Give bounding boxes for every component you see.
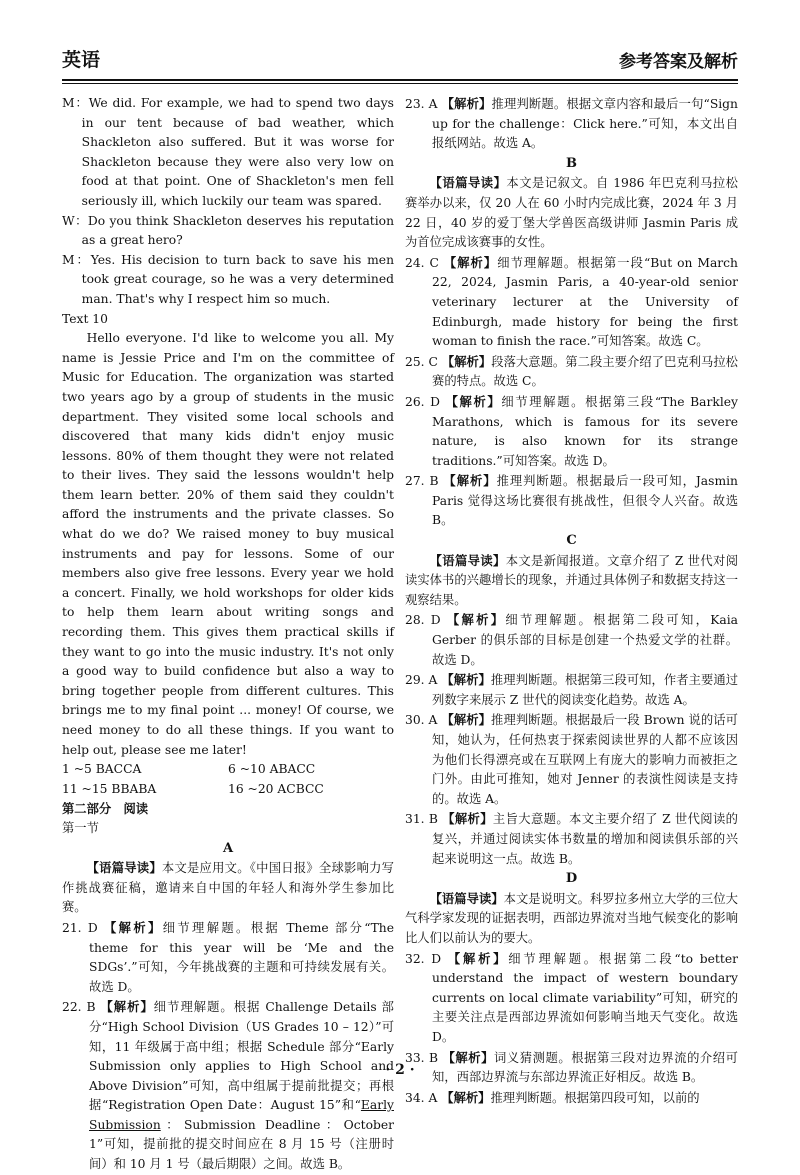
passage-guide: [405, 889, 738, 949]
left-column: [62, 94, 394, 1175]
explanation-text: 推理判断题。根据最后一段 Brown 说的话可知，她认为，任何热衷于探索阅读世界的人都不应该因为他们长得漂亮或在互联网上有庞大的影响力而被拒之门外。由此可推知，她对 Jenner 的表演性阅读是支持的。故选 A。: [432, 713, 738, 806]
underlined-text: Early Submission: [89, 1098, 394, 1132]
subject-label: 英语: [62, 49, 101, 71]
question-explanation: [405, 392, 738, 471]
question-number: 34. A: [405, 1090, 438, 1105]
question-number: 29. A: [405, 673, 438, 688]
analysis-tag: 【解析】: [100, 999, 154, 1015]
question-number: 33. B: [405, 1050, 439, 1065]
answer-group: 16 ~20 ACBCC: [228, 781, 324, 796]
analysis-tag: 【解析】: [104, 919, 163, 935]
explanation-text: 推理判断题。根据文章内容和最后一句“Sign up for the challenge：Click here.”可知，本文出自报纸网站。故选 A。: [432, 97, 738, 151]
question-explanation: [405, 809, 738, 869]
question-number: 30. A: [405, 713, 438, 728]
question-explanation: [62, 997, 394, 1174]
right-column: [405, 94, 738, 1108]
analysis-tag: 【解析】: [441, 353, 492, 369]
passage-label: C: [566, 533, 577, 549]
analysis-tag: 【解析】: [445, 393, 502, 409]
guide-tag: 【语篇导读】: [429, 175, 507, 191]
part-heading: 第二部分 阅读: [62, 801, 149, 817]
guide-text: 本文是应用文。《中国日报》全球影响力写作挑战赛征稿，邀请来自中国的年轻人和海外学生参加比赛。: [62, 861, 394, 915]
analysis-tag: 【解析】: [447, 950, 509, 966]
explanation-text: 细节理解题。根据第一段“But on March 22, 2024, Jasmin Paris, a 40-year-old senior veterinary lecturer at the University of Edinburgh, made history for being the first woman to finish the race.”可知答案。故选 C。: [432, 255, 738, 349]
answer-group: 1 ~5 BACCA: [62, 762, 142, 777]
explanation-text: 细节理解题。根据 Challenge Details 部分“High School Division（US Grades 10 – 12）”可知，11 年级属于高中组；根据 Schedule 部分“Early Submission only applies to High School and Above Division”可知，高中组属于提前批提交；再根据“Registration Open Date：August 15”和“: [89, 1000, 394, 1113]
passage-label: D: [565, 871, 578, 887]
header-rule-thin: [62, 83, 738, 84]
question-explanation: [405, 610, 738, 670]
guide-text: 本文是新闻报道。文章介绍了 Z 世代对阅读实体书的兴趣增长的现象，并通过具体例子和数据支持这一观察结果。: [405, 553, 738, 607]
question-explanation: [405, 949, 738, 1048]
page-header: [62, 46, 738, 76]
analysis-tag: 【解析】: [443, 473, 497, 489]
explanation-text: 段落大意题。第二段主要介绍了巴克利马拉松赛的特点。故选 C。: [432, 354, 738, 389]
passage-guide: [405, 551, 738, 611]
explanation-text: 推理判断题。根据第四段可知，以前的: [490, 1090, 700, 1105]
dialog-line: W：Do you think Shackleton deserves his reputation as a great hero?: [62, 213, 394, 248]
text10-body: Hello everyone. I'd like to welcome you all. My name is Jessie Price and I'm on the committee of Music for Education. The organization was started two years ago by a group of students in the music department. They visited some local schools and discovered that many kids didn't enjoy music lessons. 80% of them thought they were not related to their lives. They said the lessons wouldn't help them learn better. 20% of them said they couldn't afford the instruments and the private classes. So what do we do? We raised money to buy musical instruments and pay for lessons. Some of our members also give free lessons. Every year we hold a concert. Finally, we hold workshops for older kids to help them learn about writing songs and recording them. This gives them practical skills if they want to go into the music industry. It's not only a good way to build confidence but also a way to bring together people from different cultures. This brings me to my final point ... money! Of course, we need money to do all these things. If you want to help out, please see me later!: [62, 331, 394, 757]
analysis-tag: 【解析】: [441, 1089, 491, 1105]
guide-tag: 【语篇导读】: [429, 890, 504, 906]
guide-text: 本文是说明文。科罗拉多州立大学的三位大气科学家发现的证据表明，西部边界流对当地气候变化的影响比人们以前认为的要大。: [405, 891, 738, 945]
analysis-tag: 【解析】: [442, 811, 493, 827]
question-number: 28. D: [405, 613, 441, 628]
analysis-tag: 【解析】: [442, 1049, 495, 1065]
explanation-text: 细节理解题。根据 Theme 部分“The theme for this year will be ‘Me and the SDGs’.”可知，今年挑战赛的主题和可持续发展有关。故选 D。: [89, 920, 394, 994]
question-explanation: [405, 670, 738, 710]
question-explanation: [405, 1088, 738, 1109]
explanation-text: 细节理解题。根据第三段“The Barkley Marathons, which is famous for its severe nature, is also known for its strange traditions.”可知答案。故选 D。: [432, 394, 738, 468]
explanation-text: 推理判断题。根据最后一段可知，Jasmin Paris 觉得这场比赛很有挑战性，但很令人兴奋。故选 B。: [432, 474, 738, 528]
passage-label: B: [566, 155, 577, 171]
passage-label: A: [222, 840, 234, 856]
dialog-line: M：We did. For example, we had to spend two days in our tent because of bad weather, which Shackleton also suffered. But it was worse for Shackleton because they were also very low on food at that point. One of Shackleton's men fell seriously ill, which luckily our team was spared.: [62, 96, 394, 208]
explanation-text: 主旨大意题。本文主要介绍了 Z 世代阅读的复兴，并通过阅读实体书数量的增加和阅读俱乐部的兴起来说明这一点。故选 B。: [432, 812, 738, 866]
dialog-line: M：Yes. His decision to turn back to save his men took great courage, so he was a very determined man. That's why I respect him so much.: [62, 252, 394, 306]
answer-row: [62, 760, 394, 780]
header-rule-thick: [62, 79, 738, 81]
explanation-text: 细节理解题。根据第二段可知，Kaia Gerber 的俱乐部的目标是创建一个热爱文学的社群。故选 D。: [432, 613, 738, 667]
guide-text: 本文是记叙文。自 1986 年巴克利马拉松赛举办以来，仅 20 人在 60 小时内完成比赛，2024 年 3 月 22 日，40 岁的爱丁堡大学兽医高级讲师 Jasmin Paris 成为首位完成该赛事的女性。: [405, 176, 738, 250]
question-explanation: [405, 253, 738, 352]
text10-label: Text 10: [62, 311, 108, 326]
guide-tag: 【语篇导读】: [86, 860, 162, 876]
passage-guide: [405, 173, 738, 252]
question-number: 26. D: [405, 394, 440, 409]
question-number: 24. C: [405, 255, 439, 270]
section-title: 参考答案及解析: [619, 52, 738, 72]
explanation-text: 细节理解题。根据第二段“to better understand the impact of western boundary currents on local climate variability”可知，研究的主要关注点是西部边界流如何影响当地天气变化。故选 D。: [432, 951, 738, 1044]
question-number: 32. D: [405, 951, 442, 966]
question-explanation: [405, 94, 738, 154]
explanation-text: 词义猜测题。根据第三段对边界流的介绍可知，西部边界流与东部边界流正好相反。故选 B。: [432, 1050, 738, 1085]
section-heading: 第一节: [62, 820, 99, 835]
question-number: 27. B: [405, 474, 439, 489]
question-explanation: [405, 710, 738, 809]
passage-guide: [62, 858, 394, 918]
explanation-text: ：Submission Deadline：October 1”可知，提前批的提交时间应在 8 月 15 号（注册时间）和 10 月 1 号（最后期限）之间。故选 B。: [89, 1117, 394, 1172]
guide-tag: 【语篇导读】: [429, 552, 506, 568]
answer-row: [62, 780, 394, 800]
explanation-text: 推理判断题。根据第三段可知，作者主要通过列数字来展示 Z 世代的阅读变化趋势。故选 A。: [432, 673, 738, 707]
question-explanation: [62, 918, 394, 997]
answer-group: 11 ~15 BBABA: [62, 781, 157, 796]
answer-group: 6 ~10 ABACC: [228, 762, 316, 777]
question-number: 31. B: [405, 812, 438, 827]
question-explanation: [405, 471, 738, 531]
question-number: 21. D: [62, 920, 98, 935]
question-explanation: [405, 352, 738, 392]
page-number: · 2 ·: [385, 1062, 415, 1078]
question-number: 22. B: [62, 1000, 96, 1015]
analysis-tag: 【解析】: [441, 96, 492, 111]
question-number: 23. A: [405, 97, 438, 111]
analysis-tag: 【解析】: [446, 612, 506, 628]
analysis-tag: 【解析】: [441, 712, 492, 728]
question-number: 25. C: [405, 354, 438, 369]
analysis-tag: 【解析】: [443, 254, 498, 270]
analysis-tag: 【解析】: [441, 672, 491, 688]
